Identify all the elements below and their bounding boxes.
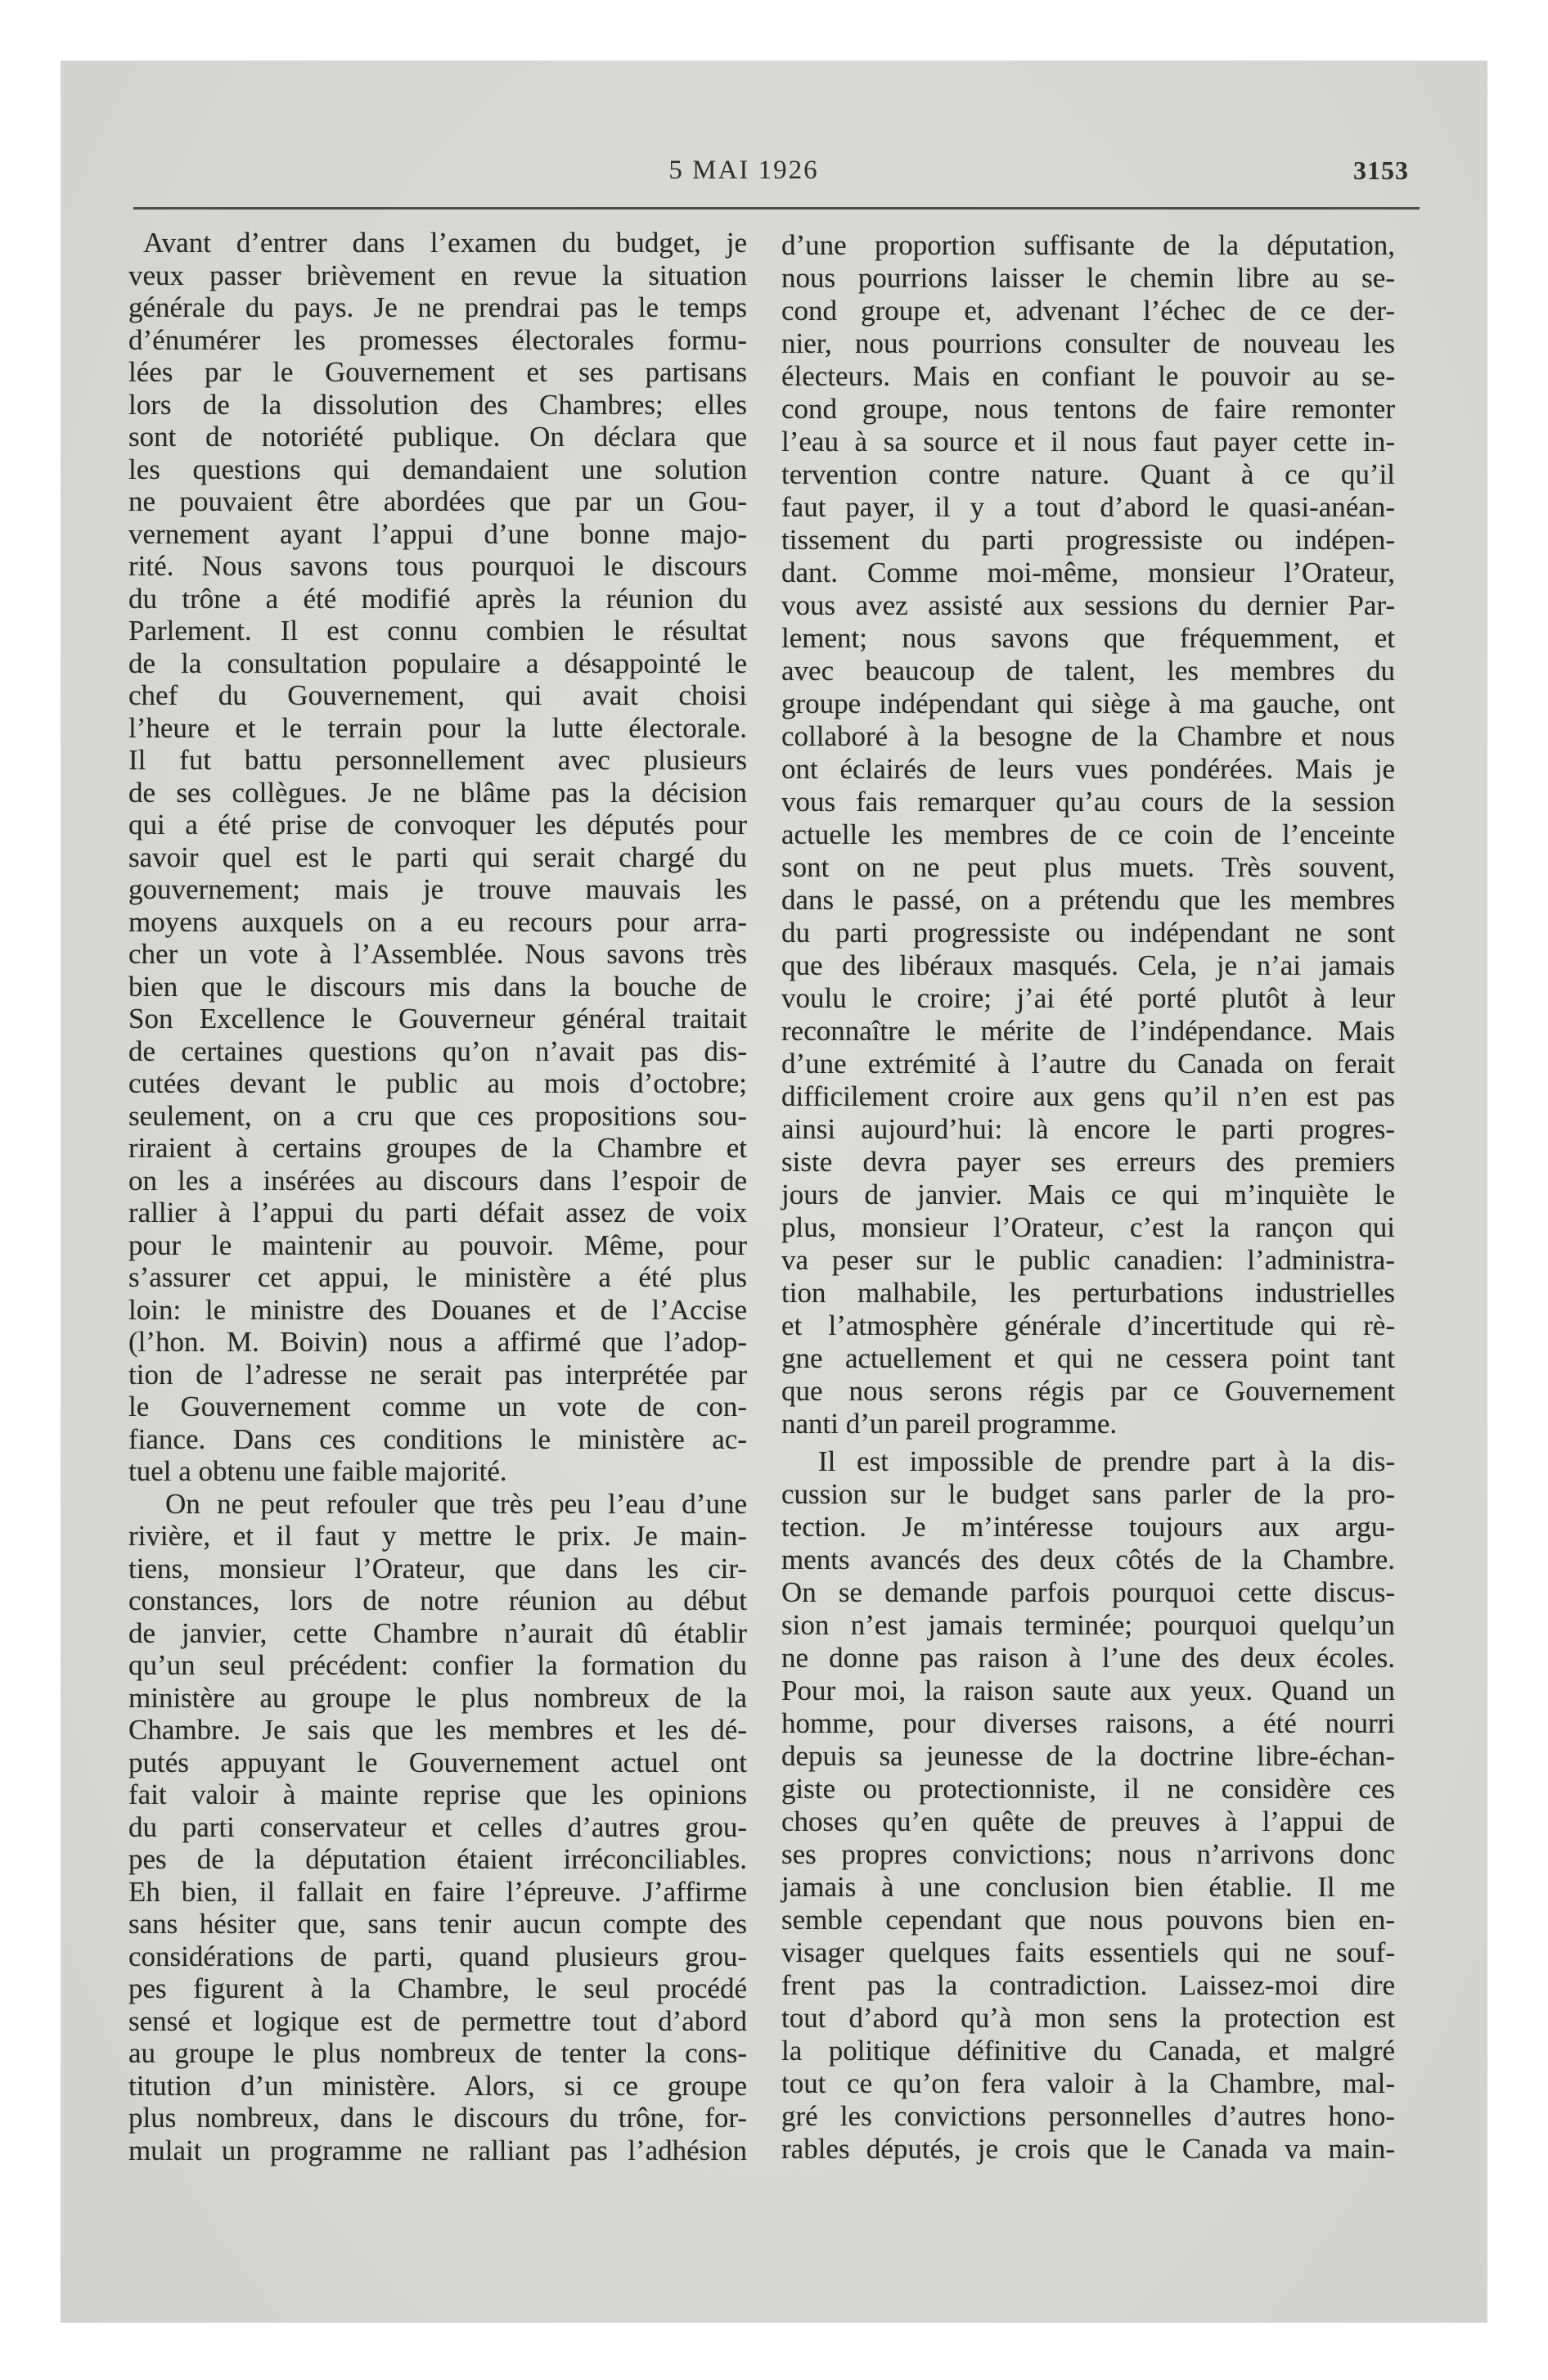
text-line: pes de la députation étaient irréconciliables. — [128, 1843, 747, 1875]
text-line: sion n’est jamais terminée; pourquoi quelqu’un — [781, 1609, 1395, 1641]
text-line: plus, monsieur l’Orateur, c’est la rançon qui — [781, 1211, 1395, 1243]
paragraph — [128, 227, 747, 1488]
text-line: qui a été prise de convoquer les députés pour — [128, 809, 747, 841]
text-line: seulement, on a cru que ces propositions sou- — [128, 1099, 747, 1132]
text-line: pour le maintenir au pouvoir. Même, pour — [128, 1228, 747, 1261]
text-line: homme, pour diverses raisons, a été nourri — [781, 1707, 1395, 1739]
text-line: ne donne pas raison à l’une des deux écoles. — [781, 1642, 1395, 1674]
text-line: cutées devant le public au mois d’octobre; — [128, 1067, 747, 1099]
text-line: putés appuyant le Gouvernement actuel ont — [128, 1746, 747, 1778]
text-line: Il fut battu personnellement avec plusieurs — [128, 744, 747, 776]
text-line: veux passer brièvement en revue la situation — [128, 259, 747, 291]
text-line: que des libéraux masqués. Cela, je n’ai jamais — [781, 949, 1395, 981]
text-line: d’une extrémité à l’autre du Canada on ferait — [781, 1048, 1395, 1080]
text-line: chef du Gouvernement, qui avait choisi — [128, 679, 747, 711]
text-line: sans hésiter que, sans tenir aucun compte des — [128, 1908, 747, 1940]
text-line: choses qu’en quête de preuves à l’appui de — [781, 1805, 1395, 1837]
text-line: On se demande parfois pourquoi cette discus- — [781, 1576, 1395, 1608]
text-line: de ses collègues. Je ne blâme pas la décision — [128, 776, 747, 809]
text-line: pes figurent à la Chambre, le seul procédé — [128, 1972, 747, 2004]
text-line: Eh bien, il fallait en faire l’épreuve. J’affirme — [128, 1875, 747, 1908]
text-line: visager quelques faits essentiels qui ne souf- — [781, 1936, 1395, 1968]
text-line: générale du pays. Je ne prendrai pas le temps — [128, 291, 747, 323]
text-line: d’une proportion suffisante de la députation, — [781, 229, 1395, 261]
text-line: Il est impossible de prendre part à la dis- — [818, 1445, 1395, 1477]
text-line: d’énumérer les promesses électorales formu- — [128, 323, 747, 356]
text-line: groupe indépendant qui siège à ma gauche, ont — [781, 687, 1395, 719]
text-line: tion de l’adresse ne serait pas interprétée par — [128, 1358, 747, 1391]
paragraph — [781, 229, 1395, 1440]
text-line: rallier à l’appui du parti défait assez de voix — [128, 1197, 747, 1228]
text-line: ministère au groupe le plus nombreux de la — [128, 1681, 747, 1714]
text-line: vernement ayant l’appui d’une bonne majo- — [128, 517, 747, 550]
text-line: gré les convictions personnelles d’autres hono- — [781, 2100, 1395, 2132]
text-line: faut payer, il y a tout d’abord le quasi-anéan- — [781, 491, 1395, 523]
text-line: tissement du parti progressiste ou indépen- — [781, 524, 1395, 556]
text-line: ses propres convictions; nous n’arrivons donc — [781, 1838, 1395, 1870]
text-line: lors de la dissolution des Chambres; elles — [128, 388, 747, 421]
text-line: reconnaître le mérite de l’indépendance. Mais — [781, 1015, 1395, 1047]
text-line: l’heure et le terrain pour la lutte électorale. — [128, 711, 747, 744]
text-line: fait valoir à mainte reprise que les opinions — [128, 1778, 747, 1810]
text-line: jours de janvier. Mais ce qui m’inquiète le — [781, 1179, 1395, 1210]
text-line: rité. Nous savons tous pourquoi le discours — [128, 550, 747, 582]
text-line: actuelle les membres de ce coin de l’enceinte — [781, 818, 1395, 850]
text-line: l’eau à sa source et il nous faut payer cette in- — [781, 426, 1395, 458]
text-line: fiance. Dans ces conditions le ministère ac- — [128, 1422, 747, 1455]
text-line: loin: le ministre des Douanes et de l’Accise — [128, 1293, 747, 1326]
text-line: difficilement croire aux gens qu’il n’en est pas — [781, 1080, 1395, 1112]
text-line: lées par le Gouvernement et ses partisans — [128, 356, 747, 388]
text-line: les questions qui demandaient une solution — [128, 453, 747, 485]
text-line: Chambre. Je sais que les membres et les dé- — [128, 1714, 747, 1746]
text-line: tout ce qu’on fera valoir à la Chambre, mal- — [781, 2067, 1395, 2099]
text-line: et l’atmosphère générale d’incertitude qui rè- — [781, 1309, 1395, 1341]
text-line: riraient à certains groupes de la Chambre et — [128, 1132, 747, 1164]
text-line: de certaines questions qu’on n’avait pas dis- — [128, 1034, 747, 1067]
text-line: constances, lors de notre réunion au début — [128, 1584, 747, 1616]
text-line: Avant d’entrer dans l’examen du budget, je — [143, 227, 747, 259]
text-line: lement; nous savons que fréquemment, et — [781, 622, 1395, 654]
text-line: la politique définitive du Canada, et malgré — [781, 2035, 1395, 2067]
text-line: du trône a été modifié après la réunion du — [128, 582, 747, 615]
header-date: 5 MAI 1926 — [668, 156, 819, 185]
text-line: bien que le discours mis dans la bouche de — [128, 970, 747, 1003]
text-line: tection. Je m’intéresse toujours aux argu- — [781, 1511, 1395, 1543]
text-line: avec beaucoup de talent, les membres du — [781, 655, 1395, 687]
text-line: moyens auxquels on a eu recours pour arra- — [128, 905, 747, 938]
text-line: siste devra payer ses erreurs des premiers — [781, 1146, 1395, 1178]
text-line: cond groupe et, advenant l’échec de ce der- — [781, 295, 1395, 327]
text-line: cond groupe, nous tentons de faire remonter — [781, 393, 1395, 425]
text-line: rables députés, je crois que le Canada va main- — [781, 2133, 1395, 2165]
text-line: tiens, monsieur l’Orateur, que dans les cir- — [128, 1552, 747, 1584]
text-line: ainsi aujourd’hui: là encore le parti progres- — [781, 1113, 1395, 1145]
text-line: nanti d’un pareil programme. — [781, 1408, 1118, 1440]
text-line: cussion sur le budget sans parler de la pro- — [781, 1478, 1395, 1510]
left-column — [128, 227, 747, 2166]
text-line: que nous serons régis par ce Gouvernement — [781, 1375, 1395, 1407]
text-line: gouvernement; mais je trouve mauvais les — [128, 873, 747, 905]
text-line: titution d’un ministère. Alors, si ce groupe — [128, 2069, 747, 2102]
text-line: Pour moi, la raison saute aux yeux. Quand un — [781, 1675, 1395, 1706]
text-line: de janvier, cette Chambre n’aurait dû établir — [128, 1616, 747, 1649]
text-line: Parlement. Il est connu combien le résultat — [128, 615, 747, 647]
text-line: voulu le croire; j’ai été porté plutôt à leur — [781, 982, 1395, 1014]
text-line: va peser sur le public canadien: l’administra- — [781, 1244, 1395, 1276]
text-line: tout d’abord qu’à mon sens la protection est — [781, 2002, 1395, 2034]
text-line: (l’hon. M. Boivin) nous a affirmé que l’adop- — [128, 1326, 747, 1358]
text-line: considérations de parti, quand plusieurs grou- — [128, 1940, 747, 1972]
text-line: de la consultation populaire a désappointé le — [128, 647, 747, 679]
text-line: savoir quel est le parti qui serait chargé du — [128, 841, 747, 873]
paragraph — [781, 1445, 1395, 2166]
text-line: du parti progressiste ou indépendant ne sont — [781, 917, 1395, 949]
text-line: nous pourrions laisser le chemin libre au se- — [781, 262, 1395, 294]
text-line: cher un vote à l’Assemblée. Nous savons très — [128, 938, 747, 970]
text-line: tuel a obtenu une faible majorité. — [128, 1455, 507, 1487]
text-line: sensé et logique est de permettre tout d’abord — [128, 2004, 747, 2037]
text-line: frent pas la contradiction. Laissez-moi dire — [781, 1969, 1395, 2001]
text-line: dant. Comme moi-même, monsieur l’Orateur, — [781, 557, 1395, 588]
text-line: giste ou protectionniste, il ne considère ces — [781, 1773, 1395, 1805]
text-line: ont éclairés de leurs vues pondérées. Mais je — [781, 753, 1395, 785]
text-line: sont de notoriété publique. On déclara que — [128, 421, 747, 453]
text-line: semble cependant que nous pouvons bien en- — [781, 1904, 1395, 1936]
text-line: du parti conservateur et celles d’autres grou- — [128, 1810, 747, 1843]
text-line: le Gouvernement comme un vote de con- — [128, 1391, 747, 1422]
text-line: vous avez assisté aux sessions du dernier Par- — [781, 589, 1395, 621]
text-line: gne actuellement et qui ne cessera point tant — [781, 1342, 1395, 1374]
text-line: s’assurer cet appui, le ministère a été plus — [128, 1261, 747, 1293]
page-number: 3153 — [1353, 156, 1409, 185]
right-column — [781, 229, 1395, 2166]
text-line: dans le passé, on a prétendu que les membres — [781, 884, 1395, 916]
paragraph — [128, 1488, 747, 2167]
text-line: on les a insérées au discours dans l’espoir de — [128, 1164, 747, 1197]
header-rule — [133, 207, 1420, 210]
text-line: collaboré à la besogne de la Chambre et nous — [781, 720, 1395, 752]
text-line: Son Excellence le Gouverneur général traitait — [128, 1003, 747, 1034]
text-line: mulait un programme ne ralliant pas l’adhésion — [128, 2134, 747, 2166]
text-line: tion malhabile, les perturbations industrielles — [781, 1277, 1395, 1309]
text-line: ne pouvaient être abordées que par un Gou- — [128, 485, 747, 517]
text-line: ments avancés des deux côtés de la Chambre. — [781, 1544, 1395, 1575]
text-line: électeurs. Mais en confiant le pouvoir au se- — [781, 360, 1395, 392]
text-line: nier, nous pourrions consulter de nouveau les — [781, 327, 1395, 359]
text-line: plus nombreux, dans le discours du trône, for- — [128, 2102, 747, 2134]
text-line: tervention contre nature. Quant à ce qu’il — [781, 458, 1395, 490]
text-line: au groupe le plus nombreux de tenter la cons- — [128, 2037, 747, 2069]
text-line: rivière, et il faut y mettre le prix. Je main- — [128, 1520, 747, 1552]
text-line: qu’un seul précédent: confier la formation du — [128, 1649, 747, 1681]
text-line: vous fais remarquer qu’au cours de la session — [781, 786, 1395, 818]
text-line: depuis sa jeunesse de la doctrine libre-échan- — [781, 1740, 1395, 1772]
text-line: jamais à une conclusion bien établie. Il me — [781, 1871, 1395, 1903]
text-line: On ne peut refouler que très peu l’eau d’une — [165, 1487, 747, 1520]
text-line: sont on ne peut plus muets. Très souvent, — [781, 851, 1395, 883]
